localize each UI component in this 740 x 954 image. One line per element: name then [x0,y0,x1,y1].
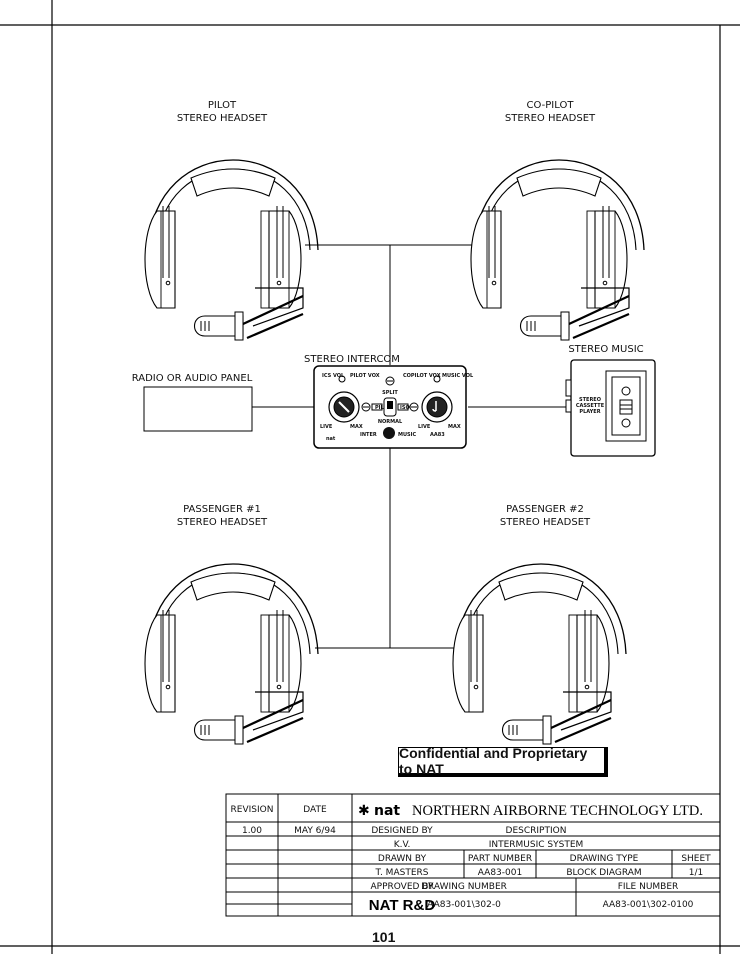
cassette-text-1: STEREO [579,397,601,403]
stereo-music-label: STEREO MUSIC [568,344,644,355]
radio-panel-box [144,387,252,431]
pilot-label-2: STEREO HEADSET [176,113,268,124]
inter-label: INTER [360,432,377,438]
pilot-vox-label: PILOT VOX [350,373,380,379]
intercom-label: STEREO INTERCOM [304,354,400,365]
copilot-label-2: STEREO HEADSET [504,113,596,124]
passenger1-headset-icon [145,564,318,744]
passenger1-label-2: STEREO HEADSET [176,517,268,528]
approved-by-value: NAT R&D [368,897,436,914]
cassette-text-3: PLAYER [579,409,601,415]
revision-value: 1.00 [241,826,263,836]
ics-vol-label: ICS VOL [322,373,345,379]
approved-by-label: APPROVED BY [370,882,434,892]
cassette-text-2: CASSETTE [575,403,605,409]
date-header: DATE [303,805,327,815]
description-label: DESCRIPTION [505,826,567,836]
copilot-vox-label: COPILOT VOX [403,373,441,379]
part-number-value: AA83-001 [477,868,523,878]
company-logo: ✱ [358,803,370,819]
designed-by-value: K.V. [393,840,411,850]
designed-by-label: DESIGNED BY [371,826,433,836]
cassette-player-icon [566,360,655,456]
inter-music-knob-icon [383,427,395,439]
radio-panel-label: RADIO OR AUDIO PANEL [131,373,253,384]
panel-brand-label: nat [326,436,336,442]
live-right-label: LIVE [418,424,431,430]
music-vol-label: MUSIC VOL [442,373,474,379]
sheet-value: 1/1 [688,868,704,878]
drawing-type-value: BLOCK DIAGRAM [566,868,642,878]
page-number: 101 [372,929,396,945]
date-value: MAY 6/94 [294,826,336,836]
drawing-type-label: DRAWING TYPE [569,854,639,864]
max-right-label: MAX [448,424,461,430]
sheet-label: SHEET [681,854,711,864]
company-logo-text: nat [374,803,401,819]
copilot-label-1: CO-PILOT [526,100,574,111]
drawn-by-label: DRAWN BY [377,854,427,864]
intercom-panel [314,366,474,448]
split-label: SPLIT [382,390,398,396]
music-label: MUSIC [398,432,417,438]
passenger2-label-1: PASSENGER #2 [506,504,584,515]
normal-label: NORMAL [377,419,403,425]
max-left-label: MAX [350,424,363,430]
drawing-number-value: AA83-001\302-0 [427,900,501,910]
confidential-notice: Confidential and Proprietary to NAT [398,747,608,777]
pil-label: PIL [375,405,384,411]
iso-label: ISO [400,405,410,411]
description-value: INTERMUSIC SYSTEM [488,840,584,850]
model-label: AA83 [430,432,445,438]
pilot-headset-icon [145,160,318,340]
drawing-number-label: DRAWING NUMBER [421,882,507,892]
drawn-by-value: T. MASTERS [375,868,429,878]
passenger2-label-2: STEREO HEADSET [499,517,591,528]
part-number-label: PART NUMBER [467,854,533,864]
pilot-label-1: PILOT [207,100,237,111]
file-number-value: AA83-001\302-0100 [602,900,694,910]
passenger1-label-1: PASSENGER #1 [183,504,261,515]
copilot-headset-icon [471,160,644,340]
revision-header: REVISION [230,805,274,815]
passenger2-headset-icon [453,564,626,744]
live-left-label: LIVE [320,424,333,430]
company-name: NORTHERN AIRBORNE TECHNOLOGY LTD. [412,803,704,819]
file-number-label: FILE NUMBER [617,882,679,892]
